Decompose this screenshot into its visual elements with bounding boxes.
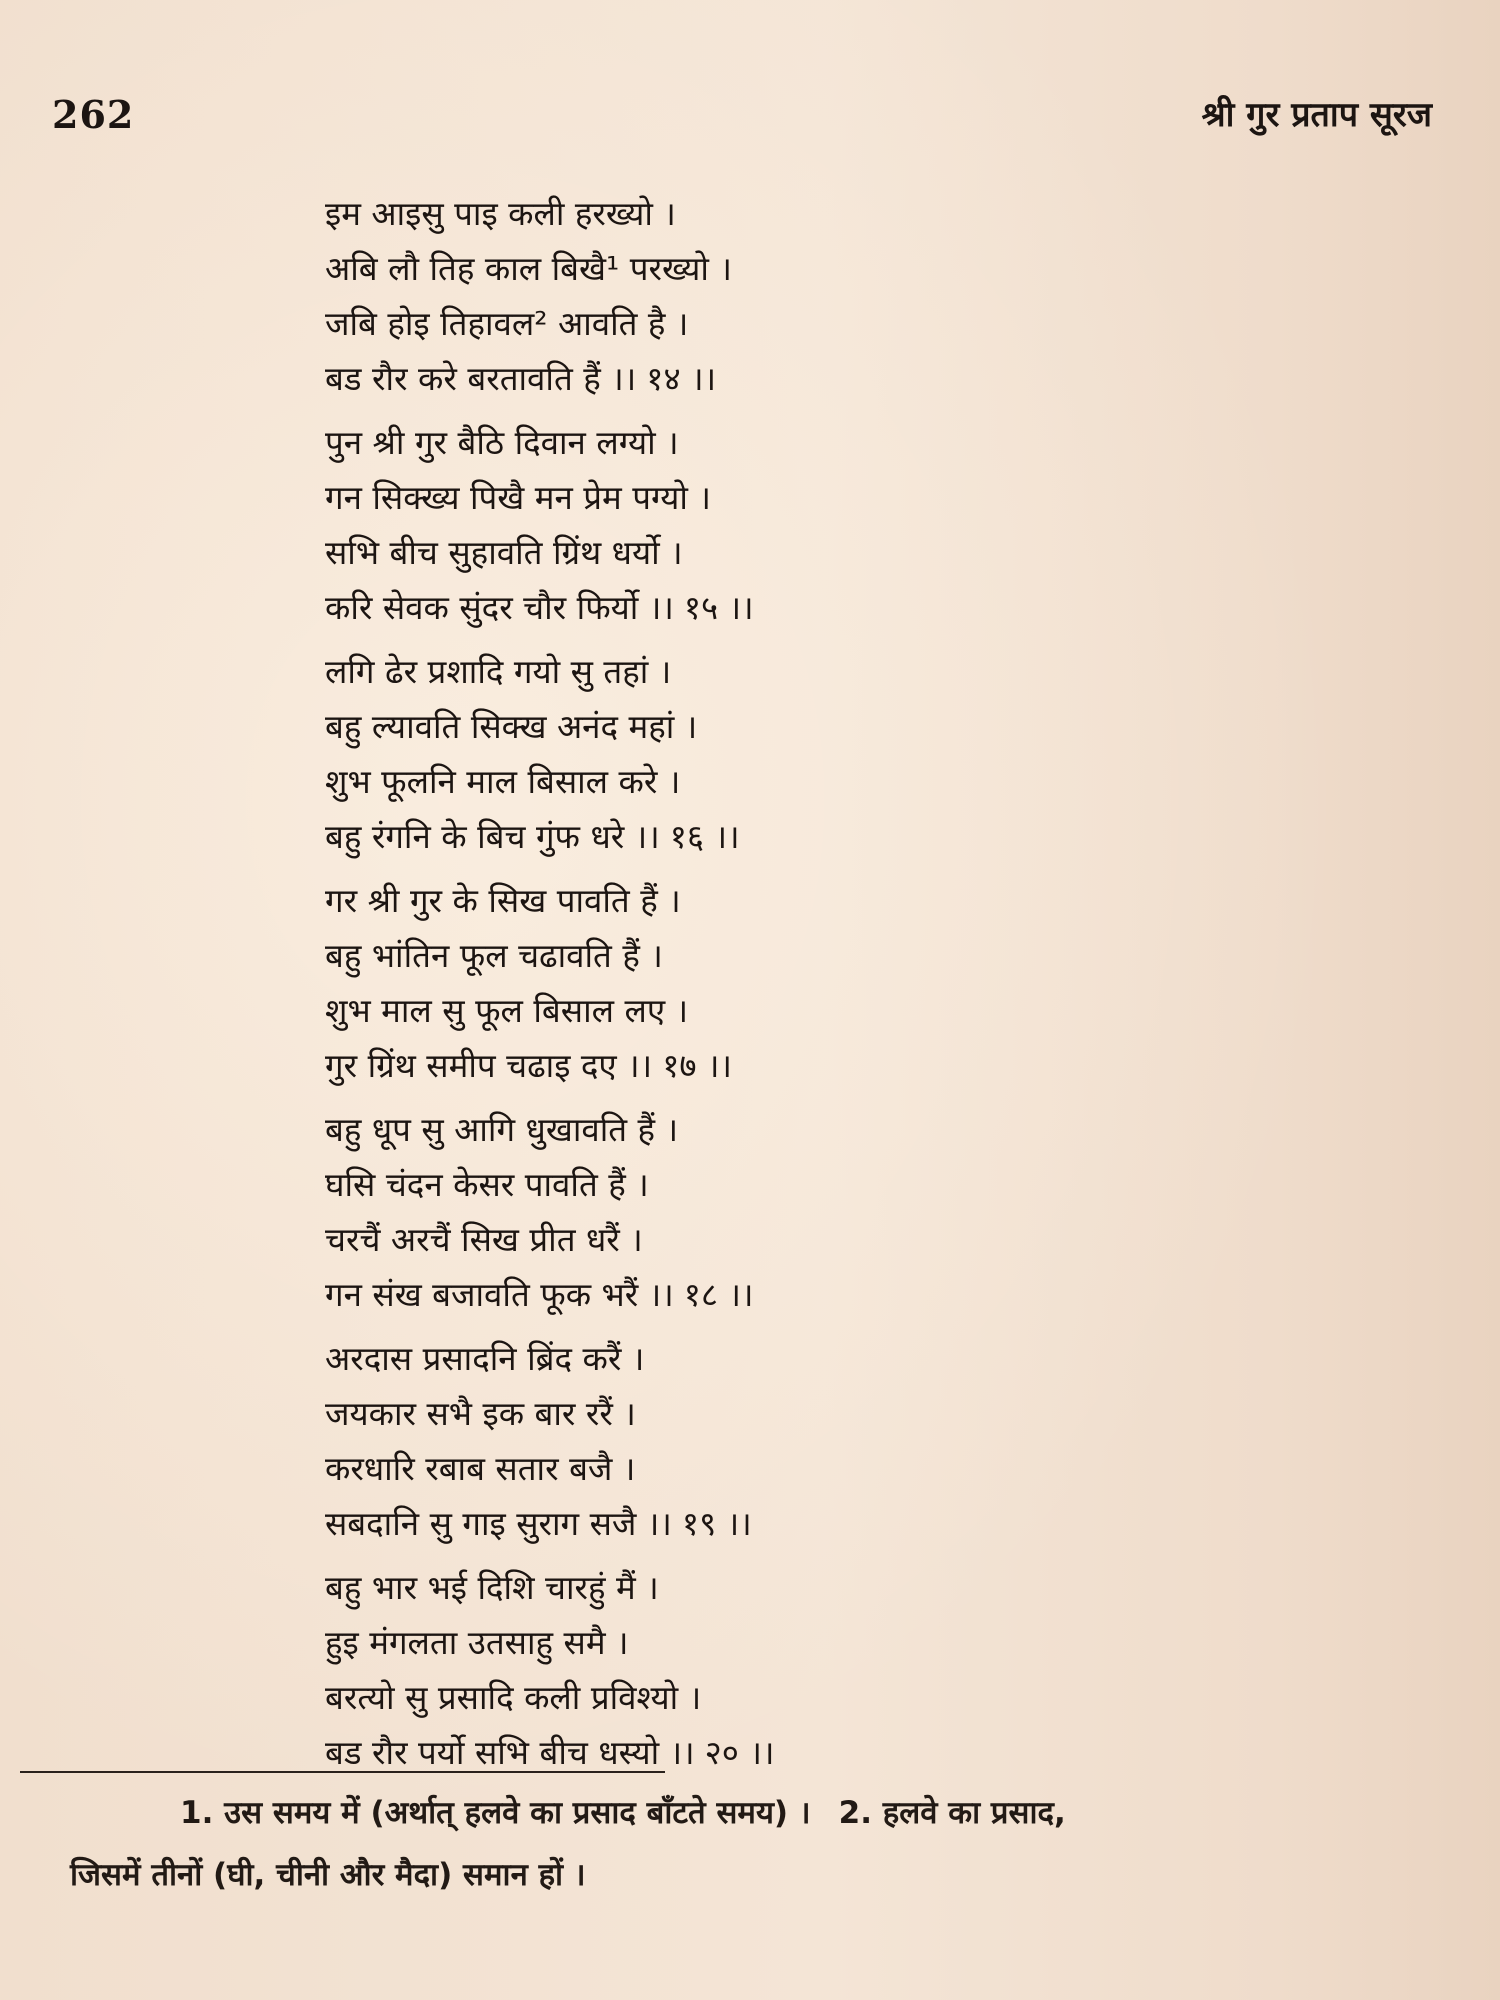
verse-line: बड रौर करे बरतावति हैं ।। १४ ।। [325, 351, 1085, 406]
footnote-2-continuation: जिसमें तीनों (घी, चीनी और मैदा) समान हों । [70, 1857, 586, 1893]
verse-line: बरत्यो सु प्रसादि कली प्रविश्यो । [325, 1678, 702, 1717]
verse-number: १९ ।। [681, 1504, 752, 1543]
footnote-line [70, 1782, 1460, 1844]
footnote-2: 2. हलवे का प्रसाद, [838, 1795, 1066, 1831]
verse-line: बहु ल्यावति सिक्ख अनंद महां । [325, 707, 698, 746]
verse-number: १६ ।। [669, 817, 740, 856]
verse-line: गन संख बजावति फूक भरैं ।। १८ ।। [325, 1267, 1085, 1322]
verse-number: १५ ।। [683, 588, 754, 627]
verse-line: पुन श्री गुर बैठि दिवान लग्यो । [325, 423, 679, 462]
verse-line: बहु भार भई दिशि चारहुं मैं । [325, 1568, 659, 1607]
verse-line: जयकार सभै इक बार ररैं । [325, 1394, 636, 1433]
verse-line: बहु रंगनि के बिच गुंफ धरे ।। १६ ।। [325, 809, 1085, 864]
running-title: श्री गुर प्रताप सूरज [1201, 95, 1432, 135]
verse-line: बड रौर पर्यो सभि बीच धस्यो ।। २० ।। [325, 1725, 1085, 1780]
verse-line: बहु भांतिन फूल चढावति हैं । [325, 936, 663, 975]
verse-line: हुइ मंगलता उतसाहु समै । [325, 1623, 629, 1662]
verse-line: सभि बीच सुहावति ग्रिंथ धर्यो । [325, 533, 683, 572]
stanza-18 [325, 1102, 1085, 1322]
verse-line: गन सिक्ख्य पिखै मन प्रेम पग्यो । [325, 478, 711, 517]
footnotes [70, 1782, 1460, 1906]
verse-line: अबि लौ तिह काल बिखै¹ परख्यो । [325, 249, 732, 288]
stanza-16 [325, 644, 1085, 864]
verse-line: शुभ माल सु फूल बिसाल लए । [325, 991, 689, 1030]
stanza-17 [325, 873, 1085, 1093]
stanza-20 [325, 1560, 1085, 1780]
verse-line: इम आइसु पाइ कली हरख्यो । [325, 194, 676, 233]
page-number: 262 [52, 92, 135, 137]
verse-number: १८ ।। [683, 1275, 754, 1314]
verse-line: गर श्री गुर के सिख पावति हैं । [325, 881, 681, 920]
footnote-1: 1. उस समय में (अर्थात् हलवे का प्रसाद बाँटते समय) । [180, 1795, 811, 1831]
verse-line: शुभ फूलनि माल बिसाल करे । [325, 762, 681, 801]
verse-number: २० ।। [704, 1733, 775, 1772]
verse-line: करधारि रबाब सतार बजै । [325, 1449, 636, 1488]
verse-line: घसि चंदन केसर पावति हैं । [325, 1165, 649, 1204]
stanza-19 [325, 1331, 1085, 1551]
verse-line: करि सेवक सुंदर चौर फिर्यो ।। १५ ।। [325, 580, 1085, 635]
verse-line: अरदास प्रसादनि ब्रिंद करैं । [325, 1339, 645, 1378]
stanza-14 [325, 186, 1085, 406]
footnote-divider [20, 1771, 665, 1773]
verse-number: १४ ।। [646, 359, 717, 398]
stanza-15 [325, 415, 1085, 635]
verse-line: सबदानि सु गाइ सुराग सजै ।। १९ ।। [325, 1496, 1085, 1551]
verse-line: बहु धूप सु आगि धुखावति हैं । [325, 1110, 679, 1149]
verse-line: जबि होइ तिहावल² आवति है । [325, 304, 689, 343]
verse-number: १७ ।। [662, 1046, 733, 1085]
verse-line: चरचैं अरचैं सिख प्रीत धरैं । [325, 1220, 643, 1259]
verse-block [325, 186, 1085, 1789]
verse-line: लगि ढेर प्रशादि गयो सु तहां । [325, 652, 672, 691]
verse-line: गुर ग्रिंथ समीप चढाइ दए ।। १७ ।। [325, 1038, 1085, 1093]
